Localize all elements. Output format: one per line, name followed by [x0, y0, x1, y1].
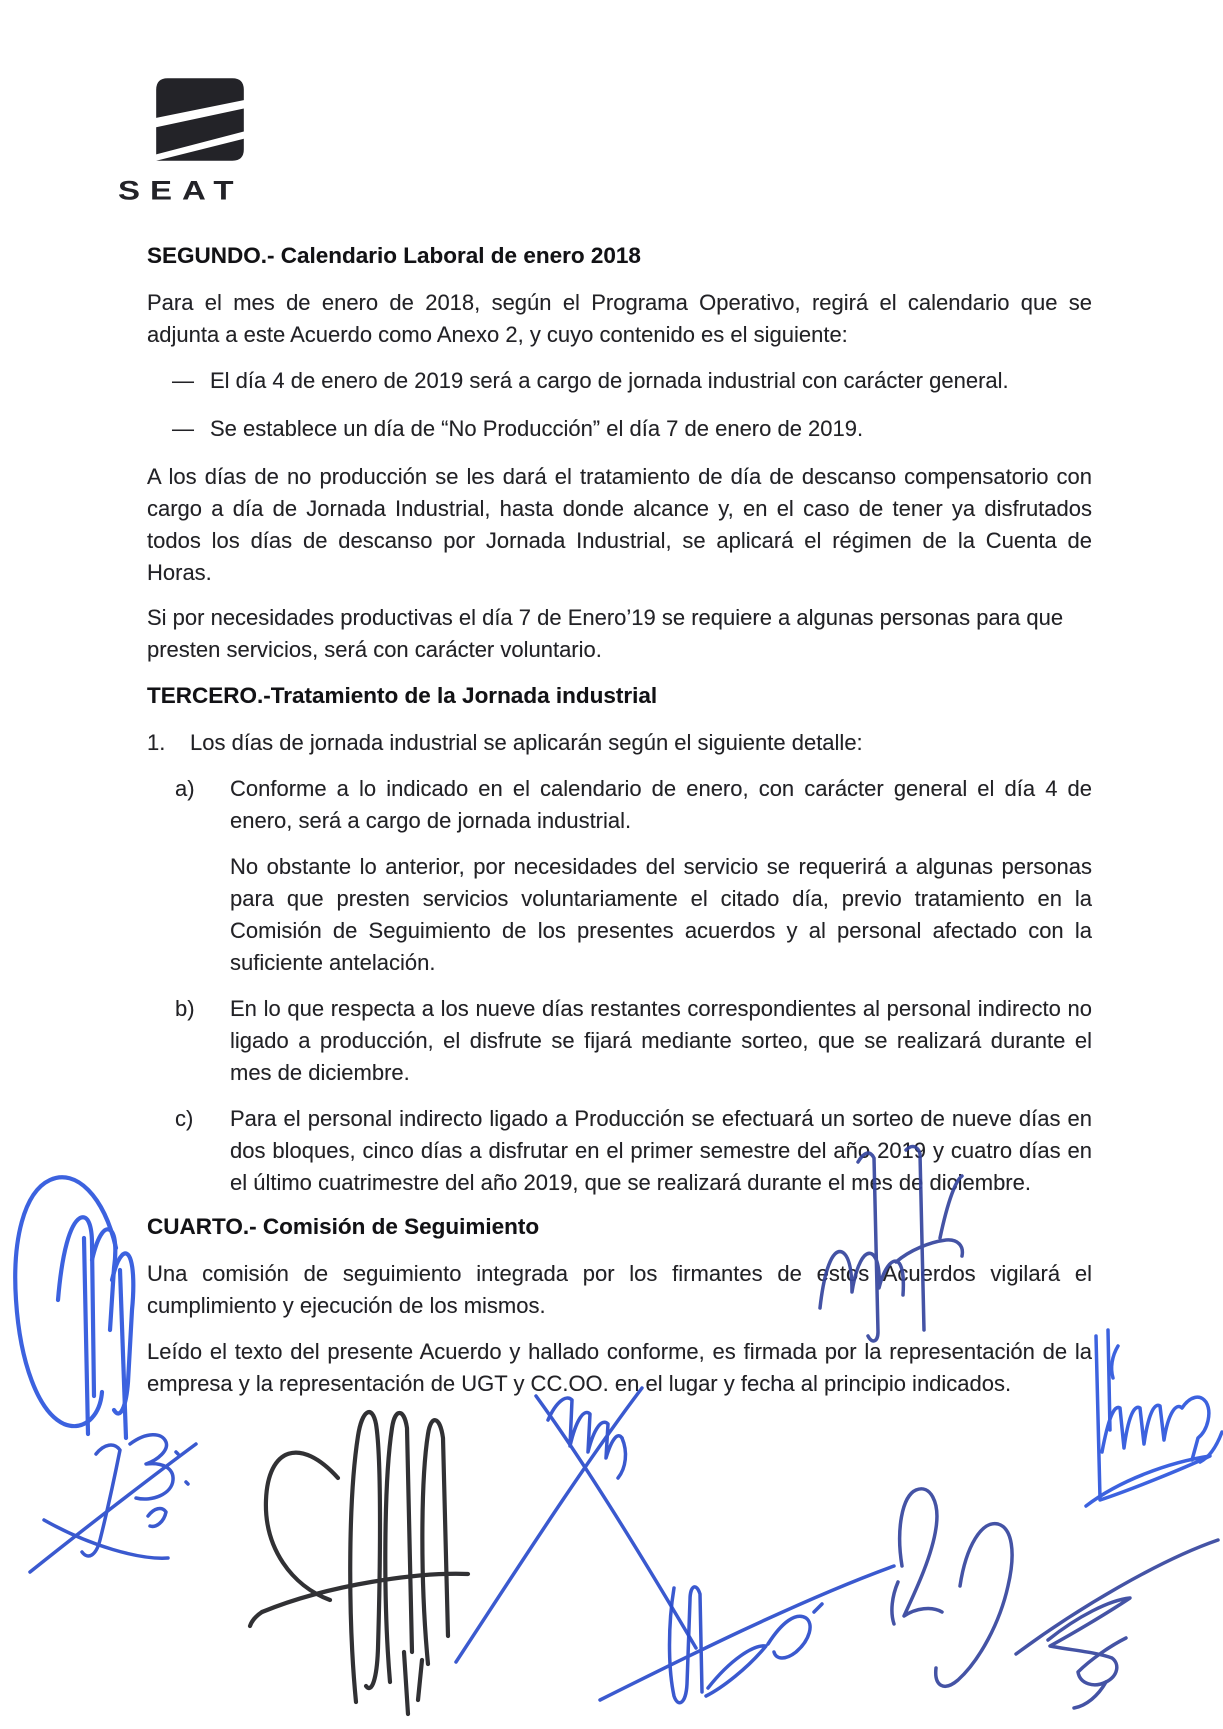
list-item-number: 1. [147, 730, 166, 755]
bullet-text: El día 4 de enero de 2019 será a cargo de jornada industrial con carácter general. [210, 368, 1009, 393]
sub-item-c [147, 1103, 1092, 1199]
para-descanso-compensatorio: A los días de no producción se les dará el tratamiento de día de descanso compensatorio con cargo a día de Jornada Industrial, hasta donde alcance y, en el caso de tener ya disfrutados todos los días de descanso por Jornada Industrial, se aplicará el régimen de la Cuenta de Horas. [147, 464, 1092, 585]
sub-item-c-label: c) [175, 1106, 194, 1131]
bullet-jornada-industrial [147, 365, 1092, 397]
seat-s-logo-icon [144, 72, 256, 168]
sub-item-b [147, 993, 1092, 1089]
bullet-no-produccion [147, 413, 1092, 445]
dash-icon: — [172, 368, 194, 393]
signature-bottom-2-black [250, 1412, 468, 1714]
sub-item-a-label: a) [175, 776, 195, 801]
signature-left-margin [15, 1177, 133, 1438]
signature-bottom-3 [456, 1388, 696, 1662]
list-item-text: Los días de jornada industrial se aplicarán según el siguiente detalle: [190, 730, 863, 755]
heading-tercero: TERCERO.-Tratamiento de la Jornada industrial [147, 683, 658, 708]
sub-item-c-text: Para el personal indirecto ligado a Producción se efectuará un sorteo de nueve días en dos bloques, cinco días a disfrutar en el primer semestre del año 2019 y cuatro días en el último cuatrimestre del año 2019, que se realizará durante el mes de diciembre. [230, 1106, 1092, 1195]
sub-item-a-text: Conforme a lo indicado en el calendario de enero, con carácter general el día 4 de enero, será a cargo de jornada industrial. [230, 776, 1092, 833]
signature-bottom-5 [892, 1489, 1218, 1708]
para-no-obstante: No obstante lo anterior, por necesidades del servicio se requerirá a algunas personas para que presten servicios voluntariamente el citado día, previo tratamiento en la Comisión de Seguimiento de los presentes acuerdos y al personal afectado con la suficiente antelación. [230, 854, 1092, 975]
sub-item-a [147, 773, 1092, 837]
signature-right-edge [1086, 1330, 1222, 1506]
sub-item-b-text: En lo que respecta a los nueve días restantes correspondientes al personal indirecto no ligado a producción, el disfrute se fijará mediante sorteo, que se realizará durante el mes de diciembre. [230, 996, 1092, 1085]
para-comision-seguimiento: Una comisión de seguimiento integrada por los firmantes de estos Acuerdos vigilará el cumplimiento y ejecución de los mismos. [147, 1261, 1092, 1318]
signature-bottom-4 [600, 1566, 894, 1703]
seat-wordmark: SEAT [118, 175, 244, 206]
list-item-1 [147, 727, 1092, 759]
para-segundo-intro: Para el mes de enero de 2018, según el Programa Operativo, regirá el calendario que se adjunta a este Acuerdo como Anexo 2, y cuyo contenido es el siguiente: [147, 290, 1092, 347]
bullet-text: Se establece un día de “No Producción” el día 7 de enero de 2019. [210, 416, 864, 441]
signature-bottom-1 [30, 1435, 196, 1572]
heading-segundo: SEGUNDO.- Calendario Laboral de enero 2018 [147, 243, 641, 268]
document-body [147, 240, 1092, 1414]
sub-item-b-label: b) [175, 996, 195, 1021]
heading-cuarto: CUARTO.- Comisión de Seguimiento [147, 1214, 540, 1239]
dash-icon: — [172, 416, 194, 441]
seat-logo-block [118, 72, 308, 213]
para-caracter-voluntario: Si por necesidades productivas el día 7 de Enero’19 se requiere a algunas personas para que presten servicios, será con carácter voluntario. [147, 605, 1064, 662]
para-leido-firmada: Leído el texto del presente Acuerdo y hallado conforme, es firmada por la representación de la empresa y la representación de UGT y CC.OO. en el lugar y fecha al principio indicados. [147, 1339, 1092, 1396]
